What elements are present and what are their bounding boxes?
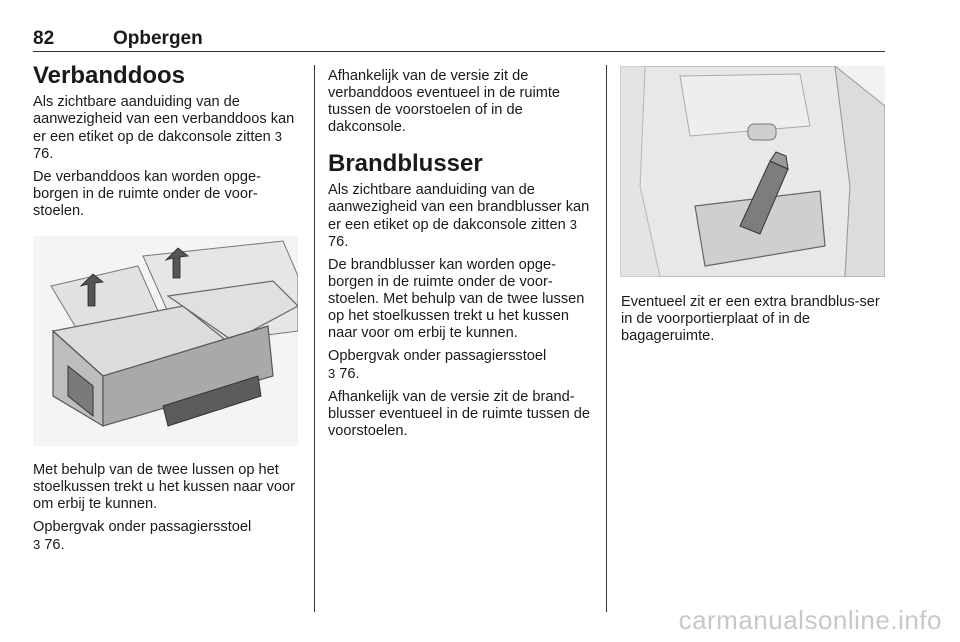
figure-caption: Eventueel zit er een extra brandblus-ser in de voorportierplaat of in de bagageruimte. (621, 294, 880, 344)
paragraph: Afhankelijk van de versie zit de brand-blusser eventueel in de ruimte tussen de voorstoelen. (328, 389, 591, 439)
page-header (33, 28, 885, 50)
paragraph-text: Opbergvak onder passagiersstoel (328, 348, 547, 364)
paragraph: De brandblusser kan worden opge-borgen in de ruimte onder de voor-stoelen. Met behulp van de twee lussen op het stoelkussen trekt u het kussen naar voor om erbij te kunnen. (328, 257, 585, 341)
column-2 (328, 68, 593, 446)
column-1-lower (33, 462, 303, 560)
paragraph-text: Opbergvak onder passagiersstoel (33, 519, 252, 535)
column-divider-1 (314, 65, 315, 612)
reference-arrow-icon: 3 (569, 217, 578, 232)
figure-caption: Met behulp van de twee lussen op het stoelkussen trekt u het kussen naar voor om erbij te kunnen. (33, 462, 296, 512)
paragraph: Afhankelijk van de versie zit de verbanddoos eventueel in de ruimte tussen de voorstoelen of in de dakconsole. (328, 68, 561, 135)
seat-drawing (33, 236, 298, 446)
column-divider-2 (606, 65, 607, 612)
watermark-brand: carmanualsonline.info (678, 605, 942, 635)
paragraph (328, 348, 593, 383)
column-1 (33, 62, 303, 226)
page-reference: 76. (335, 366, 360, 382)
page-reference: 76. (40, 537, 65, 553)
paragraph-text: Als zichtbare aanduiding van de aanwezigheid van een brandblusser kan er een etiket op de dakconsole zitten (328, 182, 590, 233)
paragraph (328, 182, 593, 251)
page-number: 82 (33, 28, 55, 49)
paragraph (33, 94, 303, 163)
door-drawing (620, 66, 885, 277)
heading-brandblusser: Brandblusser (328, 150, 483, 177)
heading-verbanddoos: Verbanddoos (33, 62, 186, 89)
reference-arrow-icon: 3 (274, 129, 283, 144)
door-extinguisher-illustration (620, 66, 885, 277)
paragraph-text: Als zichtbare aanduiding van de aanwezigheid van een verbanddoos kan er een etiket op de dakconsole zitten (33, 94, 295, 145)
paragraph: De verbanddoos kan worden opge-borgen in de ruimte onder de voor-stoelen. (33, 169, 261, 219)
reference-arrow-icon: 3 (328, 366, 336, 381)
page-reference: 76. (328, 234, 349, 250)
reference-arrow-icon: 3 (33, 537, 41, 552)
seat-illustration (33, 236, 298, 446)
paragraph (33, 519, 303, 554)
page-reference: 76. (33, 146, 54, 162)
header-rule (33, 51, 885, 52)
column-3 (621, 294, 886, 351)
section-title: Opbergen (113, 28, 203, 49)
